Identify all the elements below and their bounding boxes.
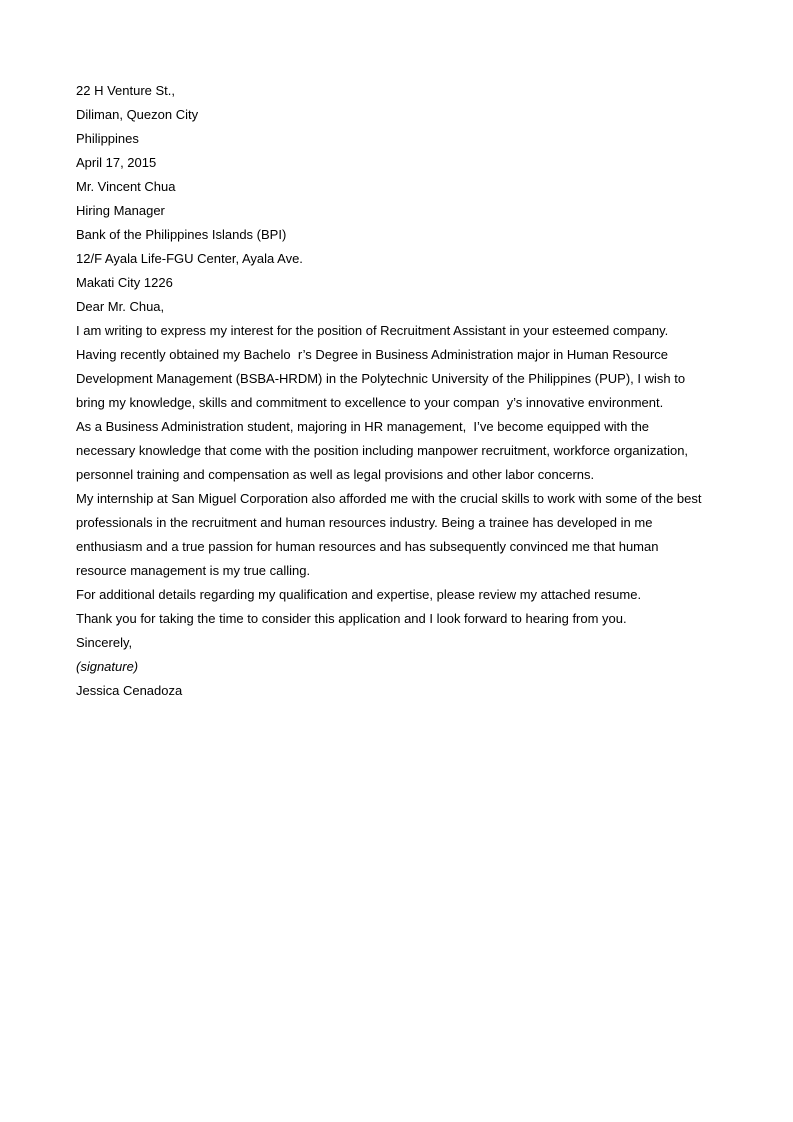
recipient-company: Bank of the Philippines Islands (BPI) [76,227,287,242]
body-line: As a Business Administration student, majoring in HR management, I’ve become equipped with the [76,419,650,434]
body-line: For additional details regarding my qualification and expertise, please review my attached resume. [76,587,642,602]
body-paragraph [76,415,736,487]
body-line: enthusiasm and a true passion for human resources and has subsequently convinced me that human [76,539,659,554]
recipient-address-line: Makati City 1226 [76,275,173,290]
body-line: personnel training and compensation as well as legal provisions and other labor concerns. [76,467,595,482]
body-line: Thank you for taking the time to consider this application and I look forward to hearing from you. [76,611,627,626]
cover-letter [76,79,736,703]
body-line: resource management is my true calling. [76,563,311,578]
body-paragraph [76,487,736,583]
letter-date: April 17, 2015 [76,155,157,170]
closing: Sincerely, [76,635,133,650]
sender-address [76,79,736,151]
body-line: My internship at San Miguel Corporation also afforded me with the crucial skills to work with some of the best [76,491,702,506]
recipient-title: Hiring Manager [76,203,165,218]
salutation: Dear Mr. Chua, [76,299,165,314]
body-paragraph [76,583,736,607]
body-line: necessary knowledge that come with the position including manpower recruitment, workforce organization, [76,443,689,458]
body-line: Having recently obtained my Bachelo r’s Degree in Business Administration major in Human Resource [76,347,669,362]
address-line: Philippines [76,131,139,146]
body-line: I am writing to express my interest for the position of Recruitment Assistant in your esteemed company. [76,323,669,338]
body-paragraph [76,319,736,415]
address-line: Diliman, Quezon City [76,107,199,122]
body-paragraph [76,607,736,631]
signature-placeholder: (signature) [76,659,139,674]
body-line: bring my knowledge, skills and commitment to excellence to your compan y’s innovative environment. [76,395,664,410]
recipient-block [76,175,736,295]
address-line: 22 H Venture St., [76,83,176,98]
body-line: Development Management (BSBA-HRDM) in the Polytechnic University of the Philippines (PUP), I wish to [76,371,686,386]
signer-name: Jessica Cenadoza [76,683,183,698]
recipient-address-line: 12/F Ayala Life-FGU Center, Ayala Ave. [76,251,303,266]
recipient-name: Mr. Vincent Chua [76,179,176,194]
body-line: professionals in the recruitment and human resources industry. Being a trainee has developed in me [76,515,653,530]
